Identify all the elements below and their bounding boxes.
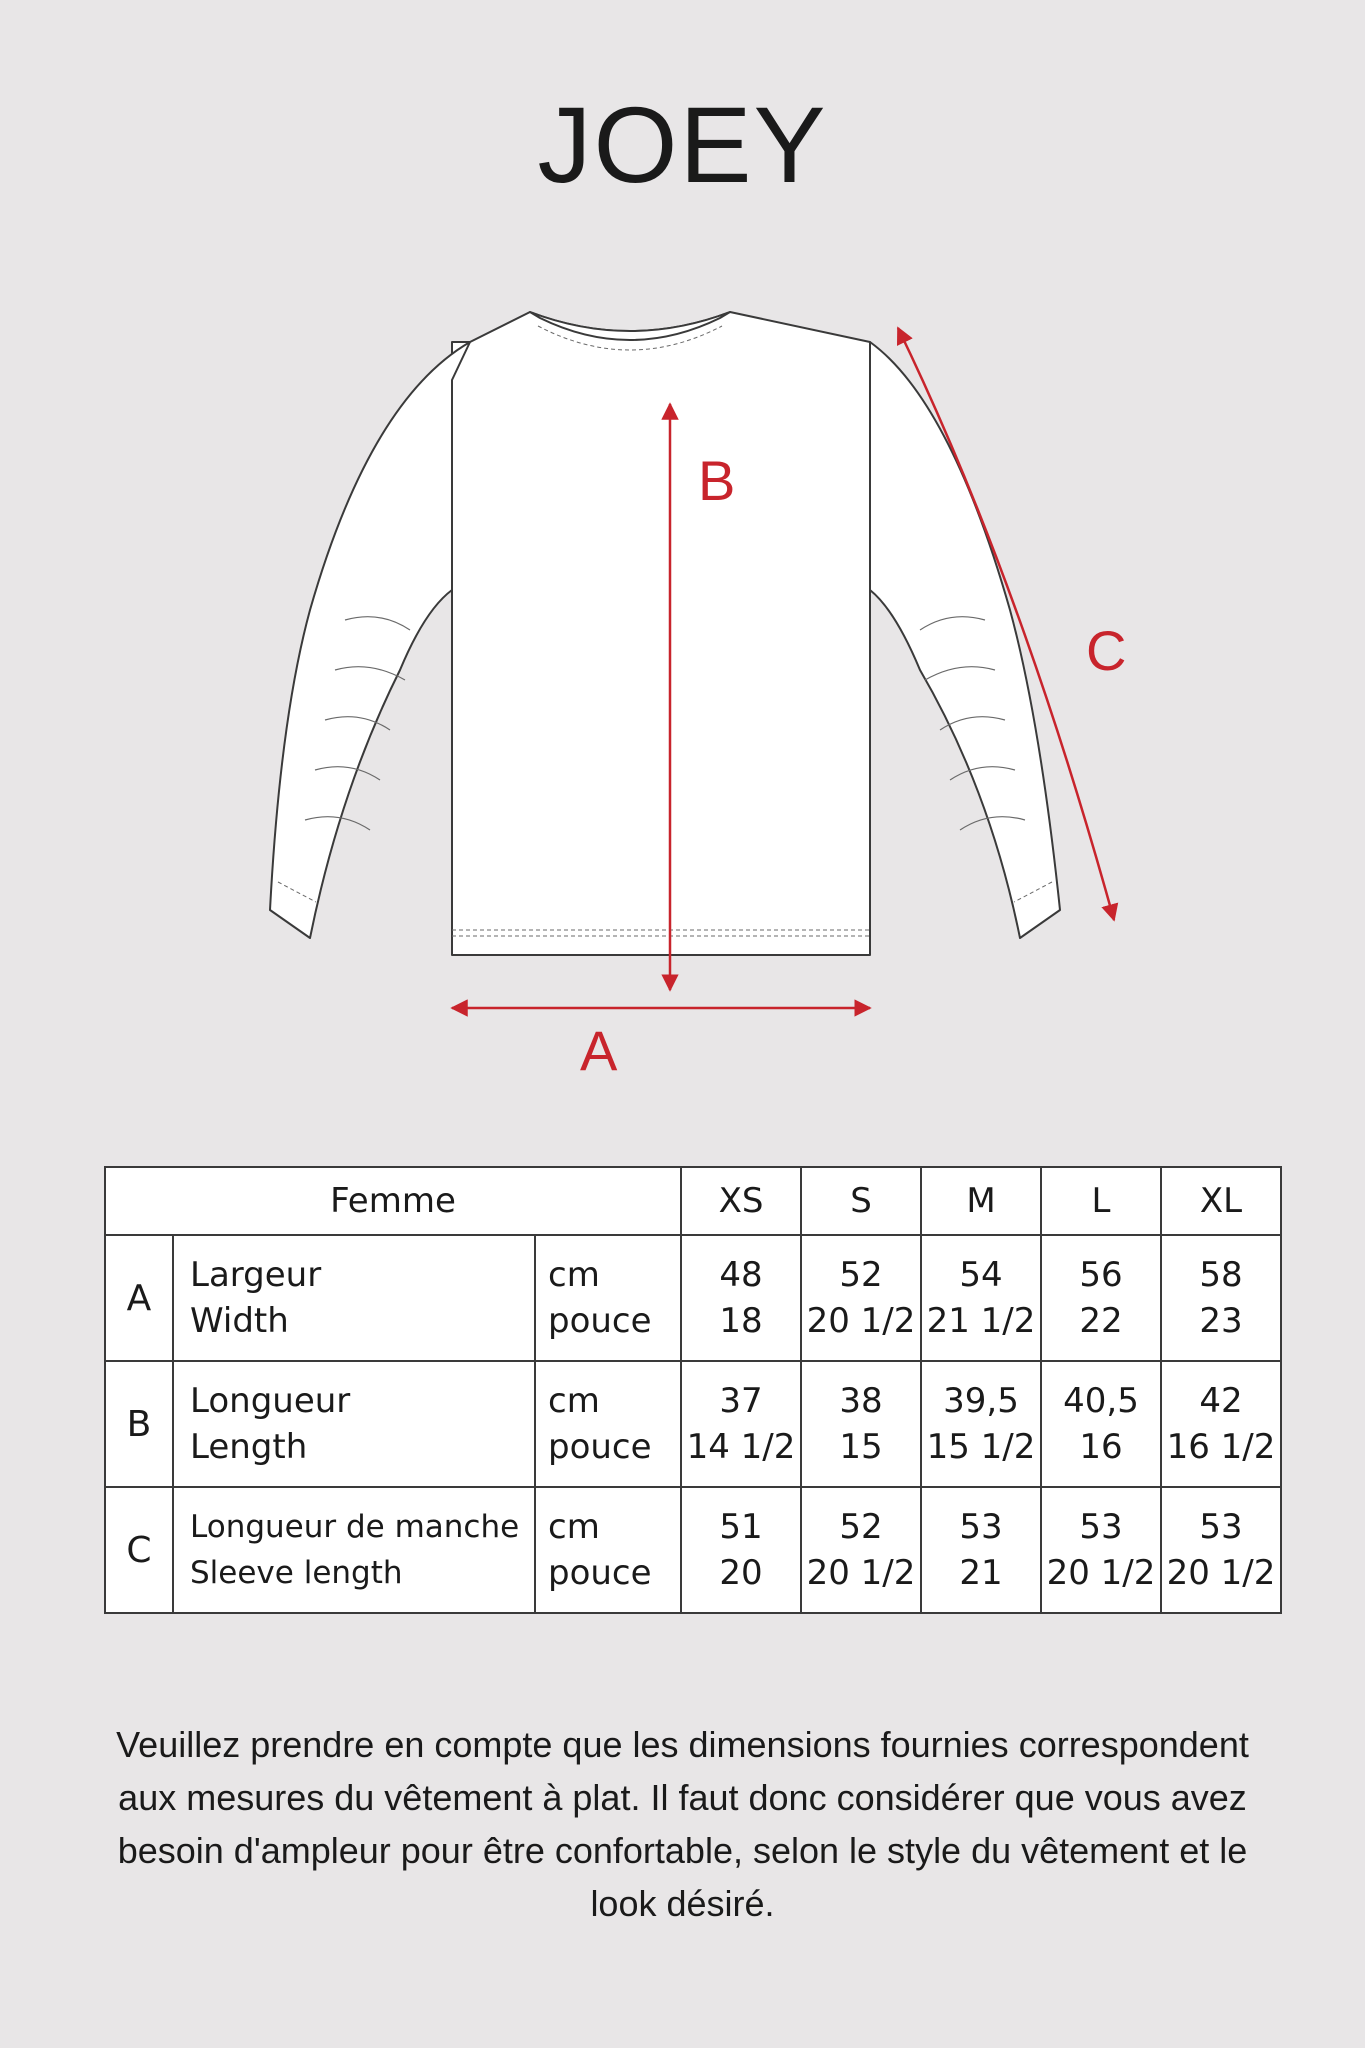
value-cell — [681, 1487, 801, 1613]
value-cell — [1161, 1487, 1281, 1613]
value-cm: 53 — [1079, 1507, 1123, 1547]
value-cm: 48 — [719, 1255, 763, 1295]
value-cell — [681, 1361, 801, 1487]
table-header-row — [105, 1167, 1281, 1235]
size-header-s: S — [801, 1167, 921, 1235]
row-label — [173, 1235, 535, 1361]
value-cell — [1041, 1235, 1161, 1361]
page-title: JOEY — [537, 84, 828, 205]
size-header-xl: XL — [1161, 1167, 1281, 1235]
row-units — [535, 1361, 681, 1487]
value-cell — [1041, 1487, 1161, 1613]
value-cell — [921, 1487, 1041, 1613]
value-pouce: 20 1/2 — [806, 1301, 916, 1341]
row-units — [535, 1235, 681, 1361]
value-cell — [681, 1235, 801, 1361]
value-cm: 51 — [719, 1507, 763, 1547]
value-pouce: 20 1/2 — [1166, 1553, 1276, 1593]
value-cell — [1161, 1235, 1281, 1361]
value-pouce: 14 1/2 — [686, 1427, 796, 1467]
row-label — [173, 1487, 535, 1613]
value-cm: 54 — [959, 1255, 1003, 1295]
value-cm: 39,5 — [943, 1381, 1019, 1421]
value-cell — [801, 1361, 921, 1487]
value-cm: 52 — [839, 1507, 883, 1547]
value-cell — [801, 1487, 921, 1613]
size-header-l: L — [1041, 1167, 1161, 1235]
label-fr: Longueur de manche — [190, 1509, 520, 1545]
label-fr: Largeur — [190, 1255, 322, 1295]
value-pouce: 18 — [719, 1301, 763, 1341]
value-pouce: 23 — [1199, 1301, 1243, 1341]
value-cm: 58 — [1199, 1255, 1243, 1295]
size-header-m: M — [921, 1167, 1041, 1235]
garment-diagram — [250, 290, 1150, 1080]
label-fr: Longueur — [190, 1381, 351, 1421]
value-pouce: 20 — [719, 1553, 763, 1593]
size-header-xs: XS — [681, 1167, 801, 1235]
row-letter: C — [105, 1487, 173, 1613]
value-cell — [801, 1235, 921, 1361]
table-header-femme: Femme — [105, 1167, 681, 1235]
unit-pouce: pouce — [548, 1301, 652, 1341]
sweater-outline — [270, 312, 1060, 955]
value-pouce: 22 — [1079, 1301, 1123, 1341]
row-units — [535, 1487, 681, 1613]
table-row — [105, 1235, 1281, 1361]
value-cm: 40,5 — [1063, 1381, 1139, 1421]
value-cm: 56 — [1079, 1255, 1123, 1295]
value-cell — [1041, 1361, 1161, 1487]
value-cm: 53 — [959, 1507, 1003, 1547]
unit-pouce: pouce — [548, 1553, 652, 1593]
value-pouce: 16 1/2 — [1166, 1427, 1276, 1467]
value-cm: 38 — [839, 1381, 883, 1421]
table-row — [105, 1361, 1281, 1487]
value-pouce: 20 1/2 — [806, 1553, 916, 1593]
row-letter: B — [105, 1361, 173, 1487]
value-pouce: 21 1/2 — [926, 1301, 1036, 1341]
label-en: Width — [190, 1301, 289, 1341]
label-en: Sleeve length — [190, 1555, 403, 1591]
value-cell — [1161, 1361, 1281, 1487]
unit-pouce: pouce — [548, 1427, 652, 1467]
row-label — [173, 1361, 535, 1487]
row-letter: A — [105, 1235, 173, 1361]
value-pouce: 16 — [1079, 1427, 1123, 1467]
measurement-label-b: B — [698, 449, 736, 512]
value-cm: 53 — [1199, 1507, 1243, 1547]
value-cell — [921, 1361, 1041, 1487]
label-en: Length — [190, 1427, 308, 1467]
size-chart-table — [104, 1166, 1282, 1614]
value-pouce: 21 — [959, 1553, 1003, 1593]
value-pouce: 20 1/2 — [1046, 1553, 1156, 1593]
table-row — [105, 1487, 1281, 1613]
measurement-label-c: C — [1086, 619, 1127, 682]
value-pouce: 15 1/2 — [926, 1427, 1036, 1467]
value-pouce: 15 — [839, 1427, 883, 1467]
value-cm: 37 — [719, 1381, 763, 1421]
value-cm: 52 — [839, 1255, 883, 1295]
value-cell — [921, 1235, 1041, 1361]
value-cm: 42 — [1199, 1381, 1243, 1421]
unit-cm: cm — [548, 1255, 600, 1295]
measurement-label-a: A — [580, 1019, 618, 1080]
unit-cm: cm — [548, 1381, 600, 1421]
unit-cm: cm — [548, 1507, 600, 1547]
measurement-note: Veuillez prendre en compte que les dimensions fournies correspondent aux mesures du vêtement à plat. Il faut donc considérer que vous avez besoin d'ampleur pour être confortable, selon le style du vêtement et le look désiré. — [116, 1724, 1249, 1924]
